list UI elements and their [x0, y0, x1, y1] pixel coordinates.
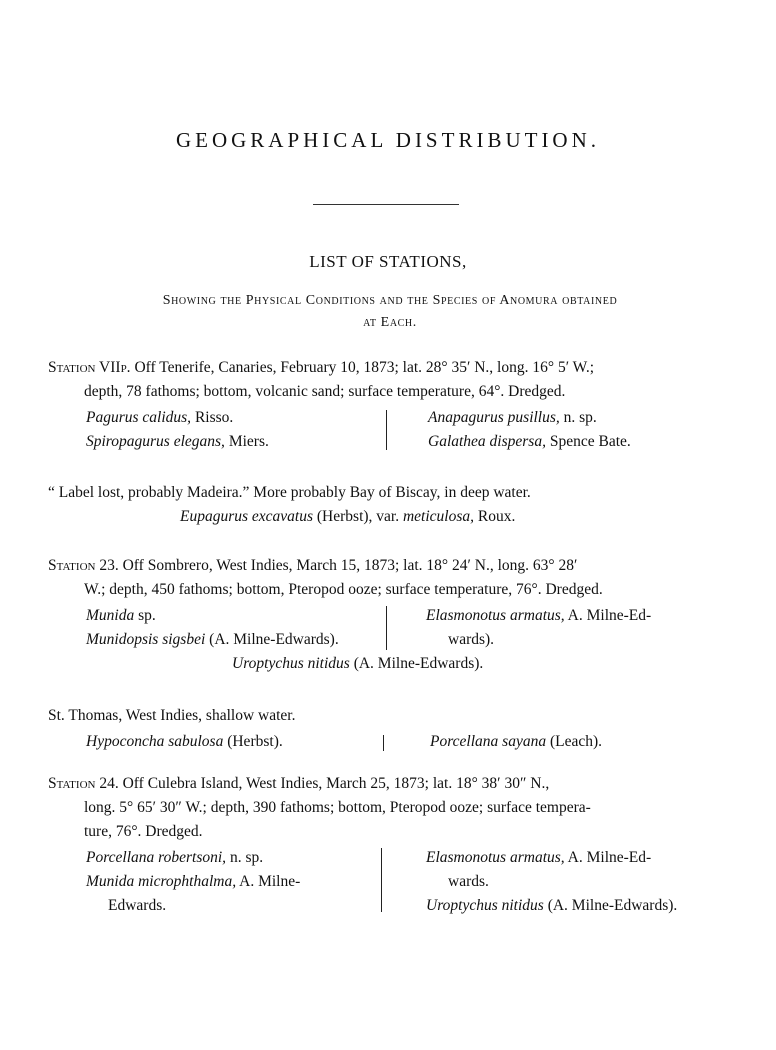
section-caption — [60, 290, 720, 334]
species-author: n. sp. — [559, 409, 597, 426]
station-text: Off Culebra Island, West Indies, March 25, 1873; lat. 18° 38′ 30″ N., — [118, 775, 550, 792]
species-author: sp. — [134, 607, 156, 624]
title-divider — [313, 204, 459, 205]
species-entry-continued: Edwards. — [108, 897, 167, 914]
station-23 — [48, 554, 738, 676]
species-author: (A. Milne-Edwards). — [205, 631, 339, 648]
species-columns — [48, 604, 738, 652]
station-24-text-2: long. 5° 65′ 30″ W.; depth, 390 fathoms; bottom, Pteropod ooze; surface tempera- — [84, 799, 591, 816]
species-author: (A. Milne-Edwards). — [349, 655, 484, 672]
species-left-column — [86, 846, 386, 918]
species-entry — [426, 894, 736, 918]
station-label: Station VIIp. — [48, 359, 131, 376]
station-viip-header — [48, 356, 738, 380]
species-author: A. Milne- — [236, 873, 301, 890]
column-divider — [381, 848, 382, 912]
species-entry — [48, 652, 738, 676]
station-viip — [48, 356, 738, 454]
species-left-column — [86, 604, 386, 652]
species-left-column — [86, 730, 386, 754]
station-24 — [48, 772, 738, 918]
column-divider — [383, 735, 384, 751]
species-name: Munidopsis sigsbei — [86, 631, 206, 648]
station-24-text-3: ture, 76°. Dredged. — [84, 823, 203, 840]
species-right-column — [426, 604, 736, 652]
species-name: Porcellana sayana — [430, 733, 547, 750]
species-columns — [48, 846, 738, 918]
column-divider — [386, 606, 387, 650]
species-columns — [48, 730, 738, 754]
species-author: Spence Bate. — [545, 433, 631, 450]
label-lost-text: “ Label lost, probably Madeira.” More probably Bay of Biscay, in deep water. — [48, 484, 531, 501]
station-text: Off Sombrero, West Indies, March 15, 1873; lat. 18° 24′ N., long. 63° 28′ — [118, 557, 578, 574]
species-entry-continued: wards). — [448, 631, 495, 648]
species-name: Porcellana robertsoni, — [86, 849, 227, 866]
species-entry — [86, 604, 386, 628]
station-23-header — [48, 554, 738, 578]
species-name: Galathea dispersa, — [428, 433, 546, 450]
species-author: n. sp. — [226, 849, 264, 866]
species-columns — [48, 406, 738, 454]
station-viip-text-2: depth, 78 fathoms; bottom, volcanic sand; surface temperature, 64°. Dredged. — [84, 383, 566, 400]
species-author: (Leach). — [546, 733, 603, 750]
species-author: A. Milne-Ed- — [564, 607, 652, 624]
species-entry — [430, 730, 740, 754]
station-label: Station 23. — [48, 557, 119, 574]
species-entry — [86, 730, 386, 754]
species-entry — [426, 604, 736, 628]
species-name: Uroptychus nitidus — [426, 897, 544, 914]
species-author: Risso. — [191, 409, 234, 426]
species-entry — [48, 505, 738, 529]
species-right-column — [430, 730, 740, 754]
caption-line-1: Showing the Physical Conditions and the Species of Anomura obtained — [162, 293, 618, 308]
station-24-header — [48, 772, 738, 796]
species-right-column — [426, 846, 736, 918]
species-name: Uroptychus nitidus — [232, 655, 350, 672]
species-name: Anapagurus pusillus, — [428, 409, 560, 426]
species-name: Spiropagurus elegans, — [86, 433, 225, 450]
species-entry — [86, 628, 386, 652]
species-entry — [428, 430, 738, 454]
species-entry — [428, 406, 738, 430]
species-author: Miers. — [224, 433, 269, 450]
species-author: (Herbst), var. — [313, 508, 403, 525]
species-entry — [86, 430, 386, 454]
species-name: Elasmonotus armatus, — [426, 607, 565, 624]
species-name: Pagurus calidus, — [86, 409, 192, 426]
column-divider — [386, 410, 387, 450]
species-variety: meticulosa, — [402, 508, 475, 525]
st-thomas-entry — [48, 704, 738, 754]
species-name: Hypoconcha sabulosa — [86, 733, 224, 750]
species-right-column — [428, 406, 738, 454]
species-entry — [86, 870, 386, 894]
station-label: Station 24. — [48, 775, 119, 792]
st-thomas-text: St. Thomas, West Indies, shallow water. — [48, 707, 296, 724]
species-name: Munida microphthalma, — [86, 873, 237, 890]
species-name: Munida — [86, 607, 135, 624]
station-23-text-2: W.; depth, 450 fathoms; bottom, Pteropod ooze; surface temperature, 76°. Dredged. — [84, 581, 603, 598]
species-entry — [426, 846, 736, 870]
species-left-column — [86, 406, 386, 454]
species-author: A. Milne-Ed- — [564, 849, 652, 866]
station-text: Off Tenerife, Canaries, February 10, 1873; lat. 28° 35′ N., long. 16° 5′ W.; — [130, 359, 595, 376]
caption-line-2: at Each. — [363, 315, 417, 330]
section-subtitle: LIST OF STATIONS, — [309, 252, 467, 271]
species-name: Eupagurus excavatus — [180, 508, 314, 525]
species-name: Elasmonotus armatus, — [426, 849, 565, 866]
page-title: GEOGRAPHICAL DISTRIBUTION. — [175, 128, 601, 152]
species-author: Roux. — [474, 508, 516, 525]
label-lost-entry — [48, 481, 738, 529]
species-author: (Herbst). — [223, 733, 283, 750]
species-entry-continued: wards. — [448, 873, 489, 890]
species-entry — [86, 846, 386, 870]
species-author: (A. Milne-Edwards). — [543, 897, 678, 914]
species-entry — [86, 406, 386, 430]
